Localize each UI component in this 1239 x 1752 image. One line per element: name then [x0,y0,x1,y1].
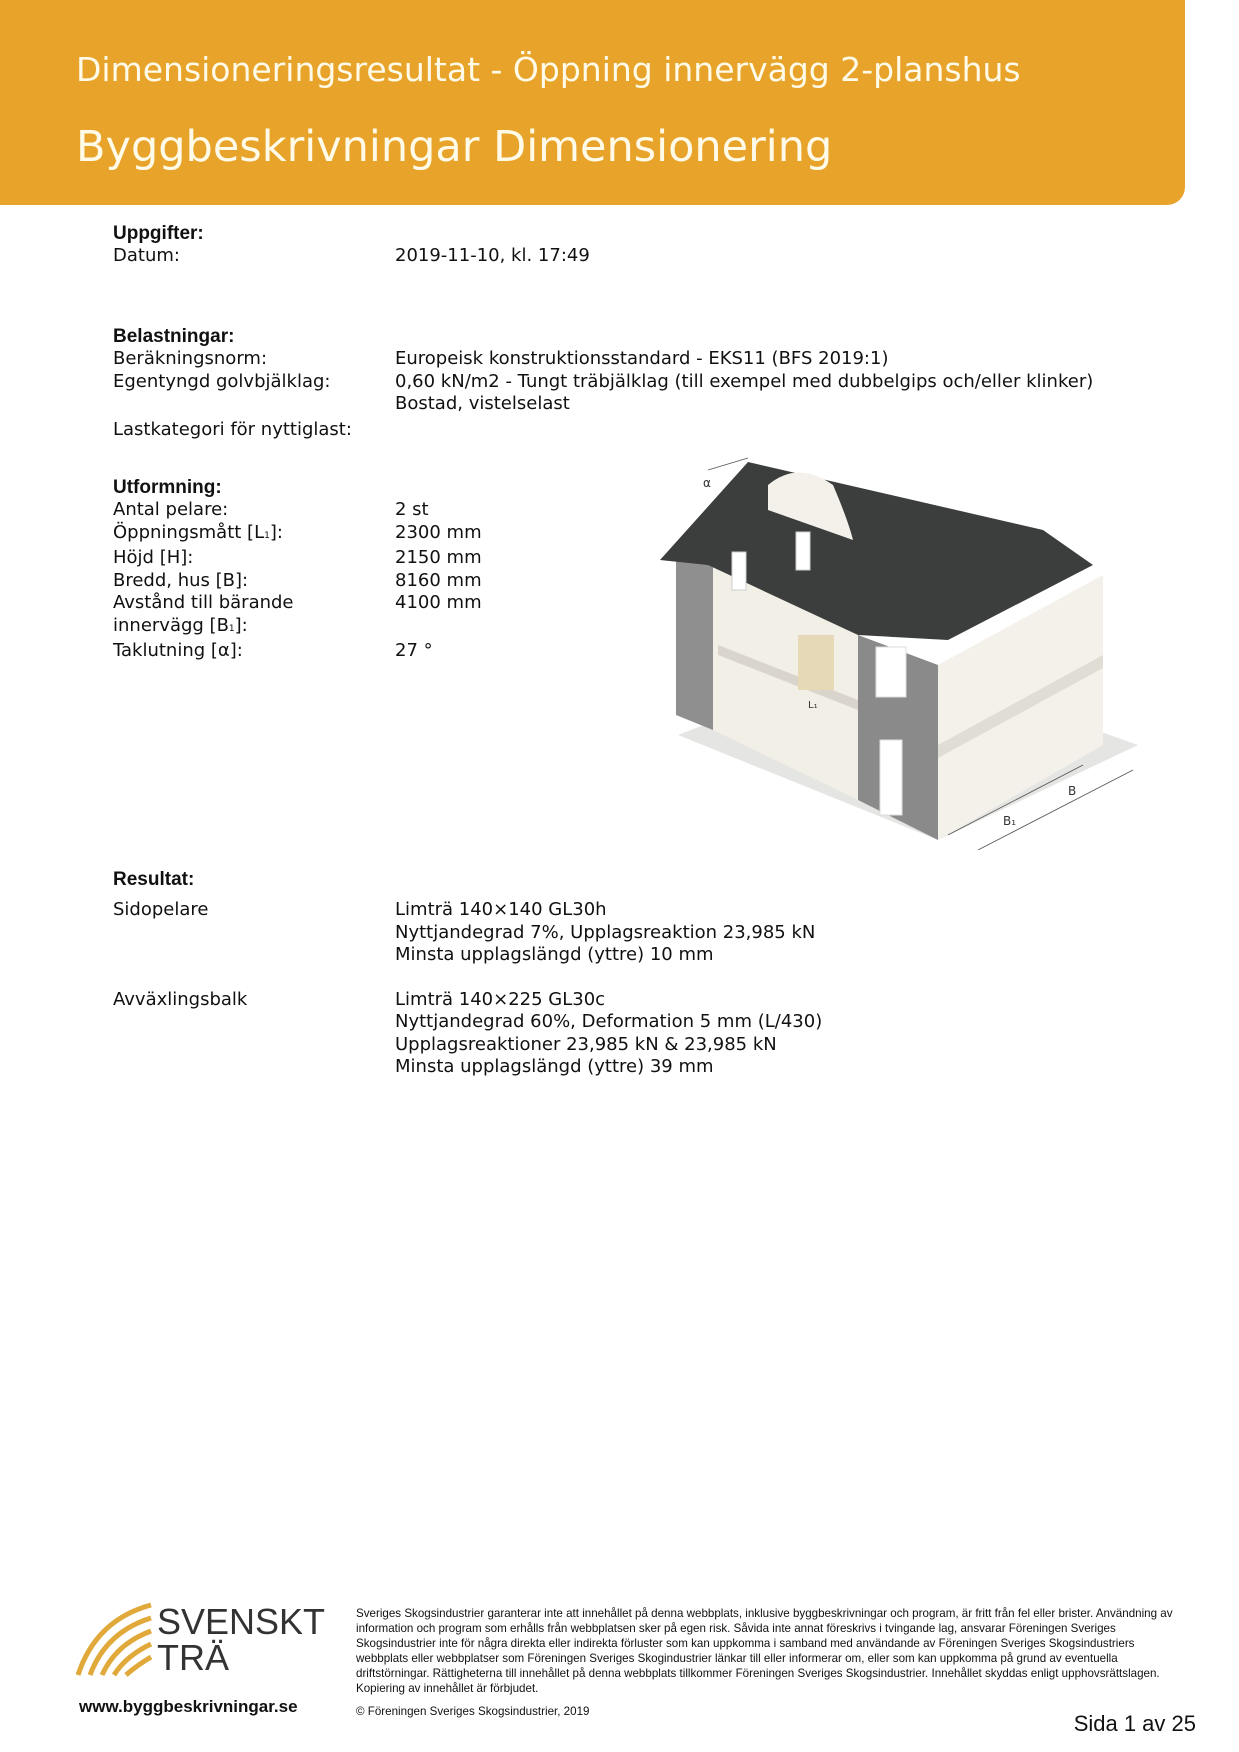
row-value: 2 st [395,499,429,520]
copyright-text: © Föreningen Sveriges Skogsindustrier, 2019 [356,1705,590,1718]
dimension-line-alpha [708,458,748,470]
logo-arcs-icon [78,1605,151,1675]
info-row [113,615,482,641]
info-row [113,393,1093,416]
result-item [113,899,822,967]
info-row [113,371,1093,394]
row-value: 0,60 kN/m2 - Tungt träbjälklag (till exempel med dubbelgips och/eller klinker) [395,370,1094,392]
header-banner [0,0,1185,205]
row-value: 8160 mm [395,569,482,591]
window [796,532,810,570]
section-heading: Uppgifter: [113,223,204,244]
row-label [113,615,395,641]
result-values [395,989,822,1079]
label-text-end: ]: [269,521,283,543]
row-label: Lastkategori för nyttiglast: [113,418,352,440]
document-subtitle: Byggbeskrivningar Dimensionering [76,122,833,172]
result-line: Upplagsreaktioner 23,985 kN & 23,985 kN [395,1033,777,1055]
result-item [113,989,822,1079]
row-label: Beräkningsnorm: [113,348,268,369]
result-line: Limträ 140×140 GL30h [395,899,607,920]
label-text-end: ]: [234,614,248,636]
row-label: Avstånd till bärande [113,592,294,613]
window [876,647,906,697]
row-value: Europeisk konstruktionsstandard - EKS11 (BFS 2019:1) [395,348,889,369]
row-label [113,522,395,548]
opening-frame [798,635,834,690]
row-value: 4100 mm [395,592,482,613]
label-text: innervägg [B [113,614,229,636]
left-wall [676,550,713,730]
section-resultat [113,868,822,1079]
result-label: Avväxlingsbalk [113,988,248,1010]
logo-wordmark [157,1601,326,1678]
B-label: B [1068,784,1077,798]
disclaimer-text: Sveriges Skogsindustrier garanterar inte att innehållet på denna webbplats, inklusive byggbeskrivningar och program, är fritt från fel eller brister. Användning av information och program som erhålls från webbplatsen sker på egen risk. Såvida inte annat föreskrivs i tvingande lag, ansvarar Föreningen Sveriges Skogsindustrier inte för några direkta eller indirekta förluster som kan uppkomma i samband med användande av Föreningen Sveriges Skogsindustriers webbplats eller webbplatser som Föreningen Sveriges Skogindustrier länkar till eller informerar om, eller som kan uppkomma på grund av eventuella driftstörningar. Rättigheterna till innehållet på denna webbplats tillkommer Föreningen Sveriges Skogsindustrier. Innehållet skyddas enligt upphovsrättslagen. Kopiering av innehållet är förbjudet. [356,1607,1173,1695]
door [880,740,902,815]
row-value: Bostad, vistelselast [395,393,570,414]
info-row [113,419,1093,442]
info-row [113,499,482,522]
info-row [113,547,482,570]
B1-label: B₁ [1003,814,1017,828]
row-value: 2150 mm [395,547,482,568]
page-number: Sida 1 av 25 [1073,1711,1196,1736]
section-heading: Belastningar: [113,326,235,347]
info-row [113,640,482,663]
result-line: Minsta upplagslängd (yttre) 10 mm [395,944,714,965]
row-label: Höjd [H]: [113,547,194,568]
logo-line-1: SVENSKT [157,1601,326,1642]
info-row [113,570,482,593]
result-line: Nyttjandegrad 60%, Deformation 5 mm (L/430) [395,1011,823,1032]
row-label: Bredd, hus [B]: [113,569,249,591]
row-label [113,393,395,416]
row-value: 27 ° [395,640,433,661]
row-value: 2019-11-10, kl. 17:49 [395,245,590,266]
info-row [113,245,590,268]
info-row [113,522,482,548]
document-title: Dimensioneringsresultat - Öppning innervägg 2-planshus [76,50,1021,89]
label-subscript: 1 [228,623,235,634]
window [732,552,746,590]
alpha-label: α [703,476,711,490]
result-values [395,899,815,967]
section-belastningar [113,325,1093,441]
result-line: Limträ 140×225 GL30c [395,988,606,1010]
section-heading: Utformning: [113,477,222,498]
info-row [113,348,1093,371]
result-label: Sidopelare [113,899,209,920]
row-label: Taklutning [α]: [113,640,243,661]
label-text: Öppningsmått [L [113,521,265,543]
row-label: Antal pelare: [113,499,229,520]
logo-line-2: TRÄ [157,1637,229,1678]
result-line: Minsta upplagslängd (yttre) 39 mm [395,1056,714,1077]
house-cutaway-illustration [648,440,1138,850]
info-row [113,592,482,615]
section-uppgifter [113,222,590,268]
L1-label: L₁ [808,700,818,711]
label-subscript: 1 [264,530,270,541]
row-value: 2300 mm [395,521,482,543]
row-label: Datum: [113,245,180,266]
website-link[interactable]: www.byggbeskrivningar.se [79,1697,298,1716]
section-utformning [113,476,482,663]
section-heading: Resultat: [113,869,195,890]
result-line: Nyttjandegrad 7%, Upplagsreaktion 23,985 kN [395,921,816,943]
row-label: Egentyngd golvbjälklag: [113,370,331,392]
